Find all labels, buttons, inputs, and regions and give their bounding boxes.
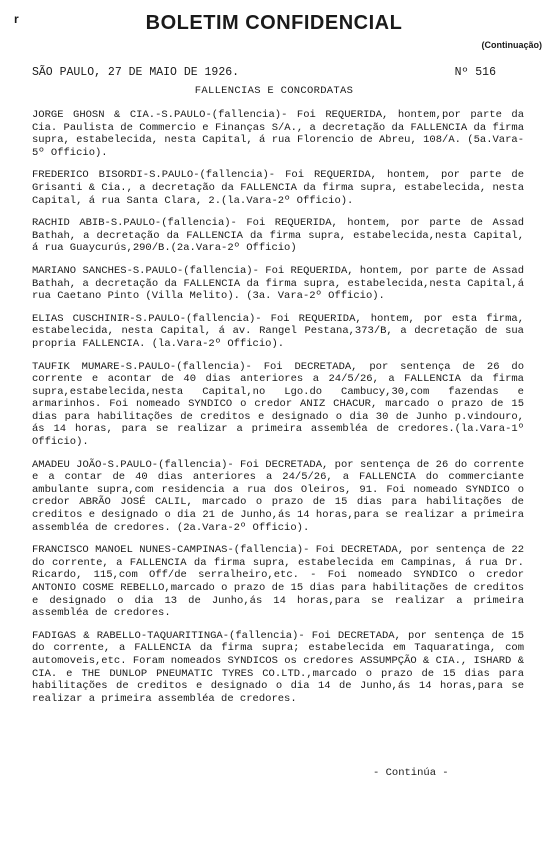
- entry: JORGE GHOSN & CIA.-S.PAULO-(fallencia)- Foi REQUERIDA, hontem,por parte da Cia. Paulista de Commercio e Finanças S/A., a decretação da FALLENCIA da firma supra, estabelecida, nesta Capital, á rua Florencio de Abreu, 108/A. (5a.Vara-5º Officio).: [32, 109, 524, 159]
- entry: FADIGAS & RABELLO-TAQUARITINGA-(fallencia)- Foi DECRETADA, por sentença de 15 do corrente, a FALLENCIA da firma supra; estabelecida em Taquaratinga, com automoveis,etc. Foram nomeados SYNDICOS os credores ASSUMPÇÃO & CIA., ISHARD & CIA. e THE DUNLOP PNEUMATIC TYRES CO.LTD.,marcado o prazo de 15 dias para habilitações de creditos e designado o dia 14 de Junho,ás 14 horas,para se realizar a primeira assembléa de credores.: [32, 629, 524, 705]
- corner-mark: r: [14, 12, 19, 26]
- entry: RACHID ABIB-S.PAULO-(fallencia)- Foi REQUERIDA, hontem, por parte de Assad Bathah, a decretação da FALLENCIA da firma supra, estabelecida,nesta Capital, á rua Guaycurús,290/B.(2a.Vara-2º Officio): [32, 217, 524, 255]
- continues-note: - Continúa -: [373, 767, 449, 779]
- entry: FREDERICO BISORDI-S.PAULO-(fallencia)- Foi REQUERIDA, hontem, por parte de Grisanti & Cia., a decretação da FALLENCIA da firma supra, estabelecida, nesta Capital, á rua Santa Clara, 2.(la.Vara-2º Officio).: [32, 169, 524, 207]
- continuation-label: (Continuação): [481, 40, 542, 50]
- entry: MARIANO SANCHES-S.PAULO-(fallencia)- Foi REQUERIDA, hontem, por parte de Assad Bathah, a decretação da FALLENCIA da firma supra, estabelecida,nesta Capital,á rua Caetano Pinto (Villa Melito). (3a. Vara-2º Officio).: [32, 264, 524, 303]
- issue-number: Nº 516: [454, 66, 496, 79]
- entry: AMADEU JOÃO-S.PAULO-(fallencia)- Foi DECRETADA, por sentença de 26 do corrente e a contar de 40 dias anteriores a 24/5/26, a FALLENCIA do commerciante ambulante supra,com residencia a rua dos Oleiros, 91. Foi nomeado SYNDICO o credor ABRÃO JOSÉ CALIL, marcado o prazo de 15 dias para habilitações de creditos e designado o dia 21 de Junho,ás 14 horas,para se realizar a primeira assembléa de credores. (2a.Vara-2º Officio).: [32, 458, 524, 534]
- section-title: FALLENCIAS E CONCORDATAS: [194, 85, 354, 97]
- entry: ELIAS CUSCHINIR-S.PAULO-(fallencia)- Foi REQUERIDA, hontem, por esta firma, estabelecida, nesta Capital, á av. Rangel Pestana,373/B, a decretação de sua propria FALLENCIA. (la.Vara-2º Officio).: [32, 312, 524, 350]
- entry: FRANCISCO MANOEL NUNES-CAMPINAS-(fallencia)- Foi DECRETADA, por sentença de 22 do corrente, a FALLENCIA da firma supra, estabelecida em Campinas, á rua Dr. Ricardo, 115,com Off/de serralheiro,etc. - Foi nomeado SYNDICO o credor ANTONIO COSME REBELLO,marcado o prazo de 15 dias para habilitações de creditos e designado o dia 13 de Junho,ás 14 horas,para se realizar a primeira assembléa de credores.: [32, 544, 524, 620]
- dateline: [32, 66, 516, 79]
- entry: TAUFIK MUMARE-S.PAULO-(fallencia)- Foi DECRETADA, por sentença de 26 do corrente e acontar de 40 dias anteriores a 24/5/26, a FALLENCIA da firma supra,estabelecida,nesta Capital,no Lgo.do Cambucy,30,com fazendas e armarinhos. Foi nomeado SYNDICO o credor ANIZ CHACUR, marcado o prazo de 15 dias para habilitações de creditos e designado o dia 30 de Junho p.vindouro, ás 14 horas, para se realizar a primeira assembléa de credores.(la.Vara-1º Officio).: [32, 360, 524, 449]
- entries-list: [32, 109, 524, 715]
- bulletin-title: BOLETIM CONFIDENCIAL: [145, 12, 403, 34]
- place-date: SÃO PAULO, 27 DE MAIO DE 1926.: [32, 66, 240, 79]
